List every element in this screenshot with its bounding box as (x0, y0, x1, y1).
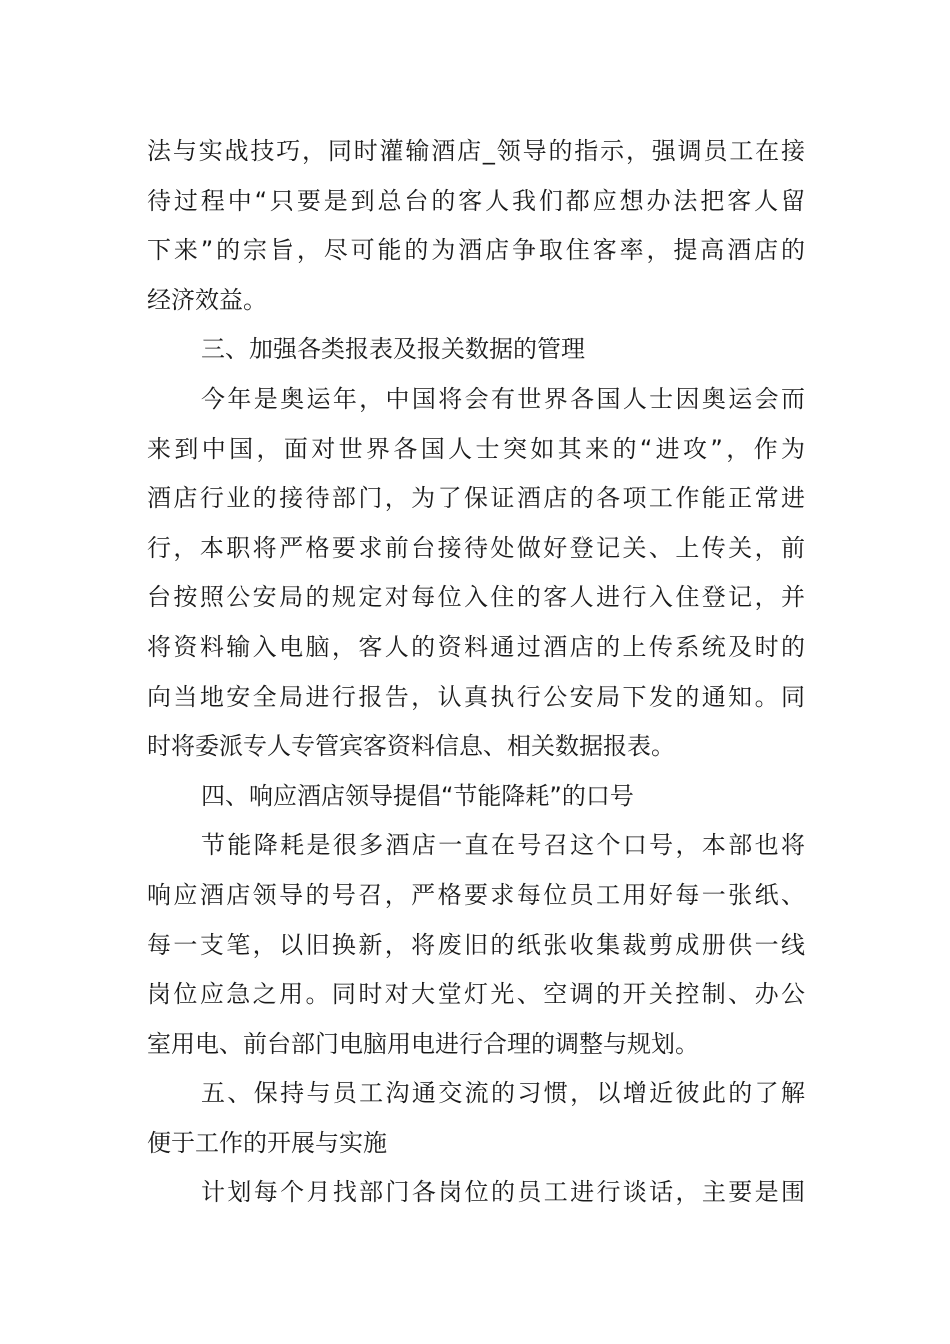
text-line: 每一支笔，以旧换新，将废旧的纸张收集裁剪成册供一线 (147, 930, 805, 959)
section-heading: 三、加强各类报表及报关数据的管理 (201, 335, 585, 364)
section-heading: 便于工作的开展与实施 (147, 1128, 387, 1157)
text-line: 下来”的宗旨，尽可能的为酒店争取住客率，提高酒店的 (147, 236, 805, 265)
text-line: 法与实战技巧，同时灌输酒店_领导的指示，强调员工在接 (147, 137, 805, 165)
text-line: 将资料输入电脑，客人的资料通过酒店的上传系统及时的 (147, 632, 805, 661)
text-line: 计划每个月找部门各岗位的员工进行谈话，主要是围 (201, 1178, 805, 1207)
text-line: 酒店行业的接待部门，为了保证酒店的各项工作能正常进 (147, 484, 805, 513)
text-line: 响应酒店领导的号召，严格要求每位员工用好每一张纸、 (147, 880, 805, 909)
section-heading: 四、响应酒店领导提倡“节能降耗”的口号 (201, 781, 634, 810)
text-line: 行，本职将严格要求前台接待处做好登记关、上传关，前 (147, 533, 805, 562)
text-line: 时将委派专人专管宾客资料信息、相关数据报表。 (147, 732, 675, 761)
section-heading: 五、保持与员工沟通交流的习惯，以增近彼此的了解 (201, 1079, 805, 1108)
text-line: 来到中国，面对世界各国人士突如其来的“进攻”，作为 (147, 434, 805, 463)
text-line: 待过程中“只要是到总台的客人我们都应想办法把客人留 (147, 186, 805, 215)
text-line: 向当地安全局进行报告，认真执行公安局下发的通知。同 (147, 682, 805, 711)
document-body (147, 127, 805, 1218)
text-line: 岗位应急之用。同时对大堂灯光、空调的开关控制、办公 (147, 980, 805, 1009)
text-line: 经济效益。 (147, 285, 267, 314)
text-line: 今年是奥运年，中国将会有世界各国人士因奥运会而 (201, 384, 805, 413)
text-line: 台按照公安局的规定对每位入住的客人进行入住登记，并 (147, 583, 805, 612)
text-line: 室用电、前台部门电脑用电进行合理的调整与规划。 (147, 1029, 699, 1058)
text-line: 节能降耗是很多酒店一直在号召这个口号，本部也将 (201, 831, 805, 860)
